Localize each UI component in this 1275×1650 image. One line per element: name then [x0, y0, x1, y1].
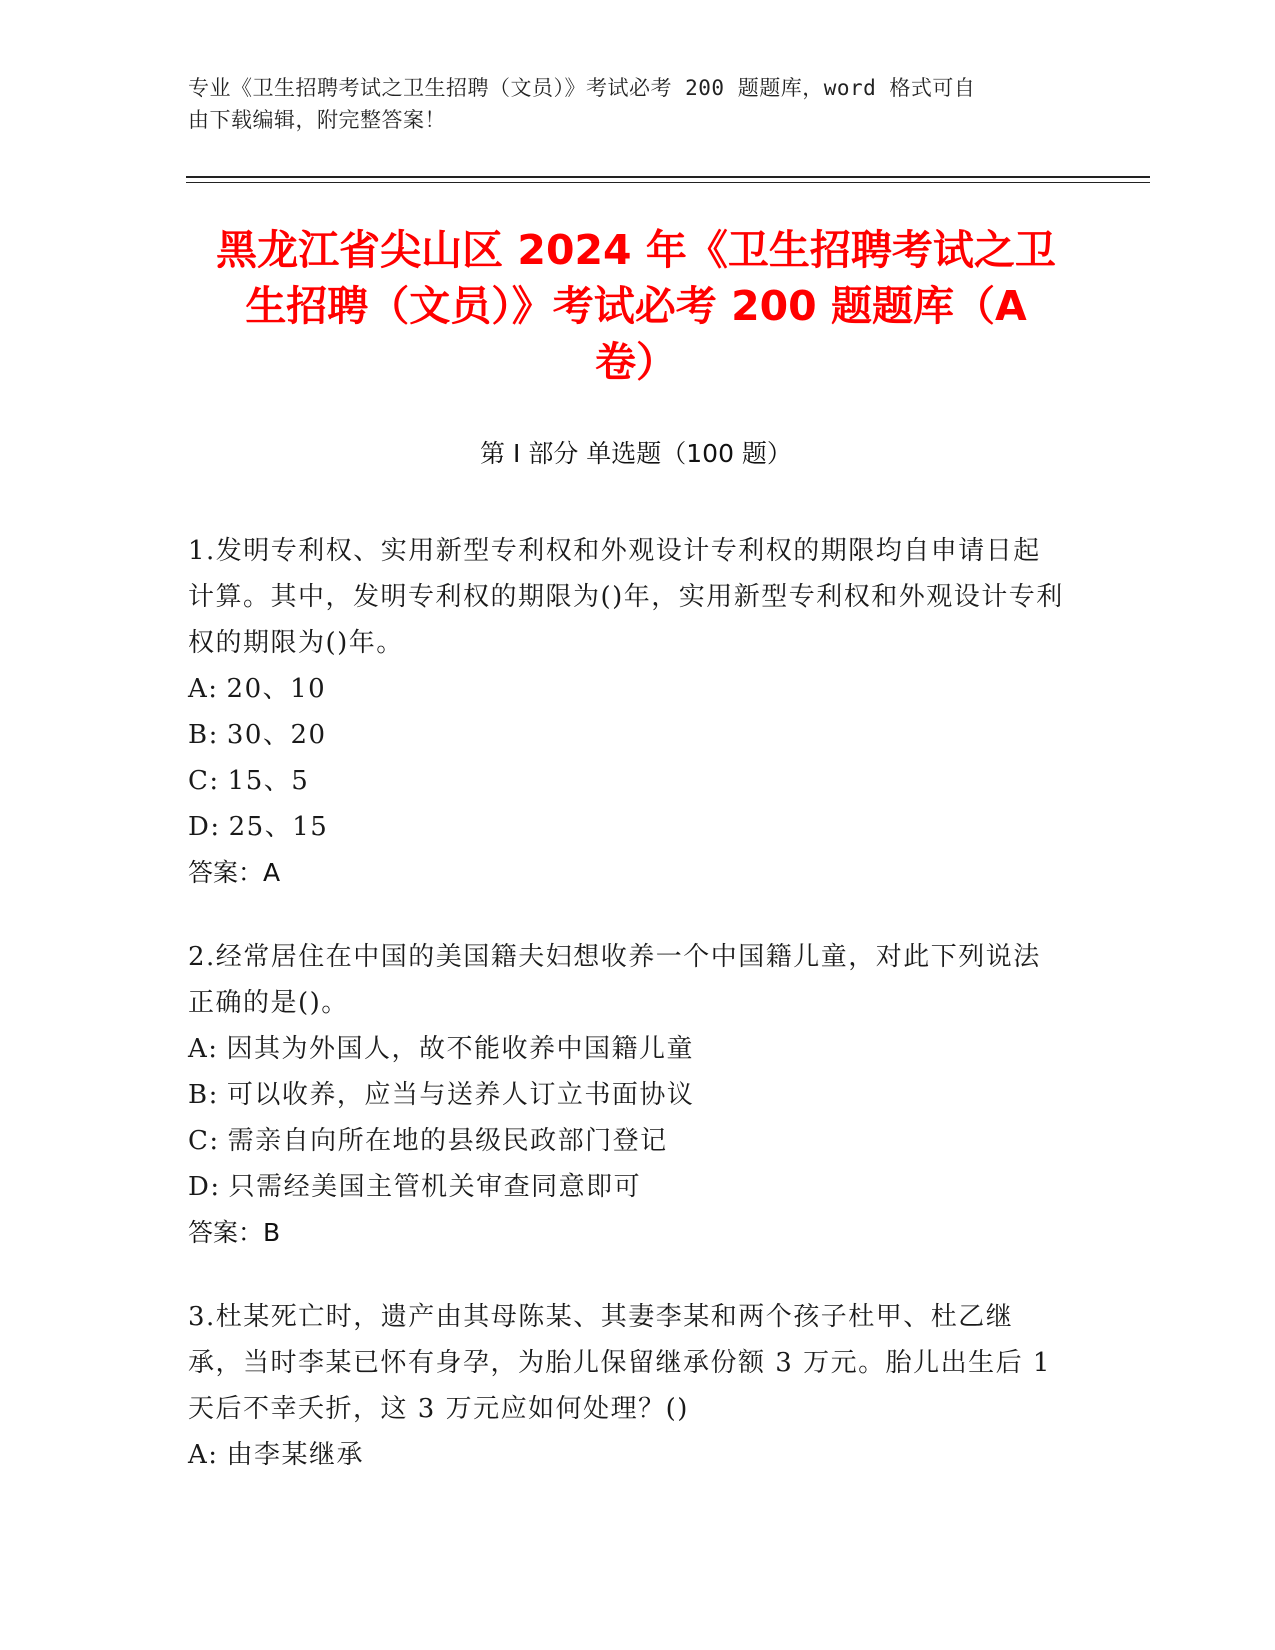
header-note [188, 72, 1068, 136]
option-text: 25、15 [228, 812, 329, 842]
option-a [188, 666, 1068, 712]
option-c [188, 758, 1068, 804]
header-note-line-2: 由下载编辑，附完整答案！ [188, 108, 446, 132]
option-key: B: [188, 1080, 219, 1110]
question-stem: 3.杜某死亡时，遗产由其母陈某、其妻李某和两个孩子杜甲、杜乙继承，当时李某已怀有身孕，为胎儿保留继承份额 3 万元。胎儿出生后 1 天后不幸夭折，这 3 万元应如何处理？() [188, 1302, 1051, 1424]
question-3 [188, 1294, 1068, 1478]
document-title [186, 222, 1086, 390]
option-key: C: [188, 766, 220, 796]
question-1 [188, 528, 1068, 896]
option-key: B: [188, 720, 219, 750]
title-line-2: 生招聘（文员）》考试必考 200 题题库（A [245, 282, 1027, 330]
option-key: A: [188, 1034, 219, 1064]
option-text: 30、20 [226, 720, 327, 750]
section-title: 第 I 部分 单选题（100 题） [480, 439, 792, 468]
option-text: 因其为外国人，故不能收养中国籍儿童 [226, 1034, 695, 1064]
option-d [188, 804, 1068, 850]
option-key: C: [188, 1126, 220, 1156]
option-text: 由李某继承 [226, 1440, 365, 1470]
title-line-1: 黑龙江省尖山区 2024 年《卫生招聘考试之卫 [216, 226, 1056, 274]
option-a [188, 1026, 1068, 1072]
question-2 [188, 934, 1068, 1256]
title-line-3: 卷） [595, 338, 677, 386]
option-key: D: [188, 812, 221, 842]
answer: 答案：A [188, 858, 281, 887]
question-stem: 2.经常居住在中国的美国籍夫妇想收养一个中国籍儿童，对此下列说法正确的是()。 [188, 942, 1041, 1018]
option-key: A: [188, 674, 219, 704]
option-text: 15、5 [227, 766, 310, 796]
option-text: 20、10 [226, 674, 327, 704]
option-b [188, 1072, 1068, 1118]
question-stem: 1.发明专利权、实用新型专利权和外观设计专利权的期限均自申请日起计算。其中，发明专利权的期限为()年，实用新型专利权和外观设计专利权的期限为()年。 [188, 536, 1064, 658]
option-b [188, 712, 1068, 758]
answer: 答案：B [188, 1218, 281, 1247]
header-rule-thick [186, 176, 1150, 178]
option-text: 只需经美国主管机关审查同意即可 [228, 1172, 642, 1202]
option-text: 可以收养，应当与送养人订立书面协议 [226, 1080, 695, 1110]
header-note-line-1: 专业《卫生招聘考试之卫生招聘（文员）》考试必考 200 题题库，word 格式可自 [188, 76, 976, 100]
option-key: A: [188, 1440, 219, 1470]
question-list [188, 528, 1068, 1516]
option-key: D: [188, 1172, 221, 1202]
option-c [188, 1118, 1068, 1164]
header-rule-thin [186, 182, 1150, 183]
option-text: 需亲自向所在地的县级民政部门登记 [227, 1126, 668, 1156]
option-a [188, 1432, 1068, 1478]
option-d [188, 1164, 1068, 1210]
